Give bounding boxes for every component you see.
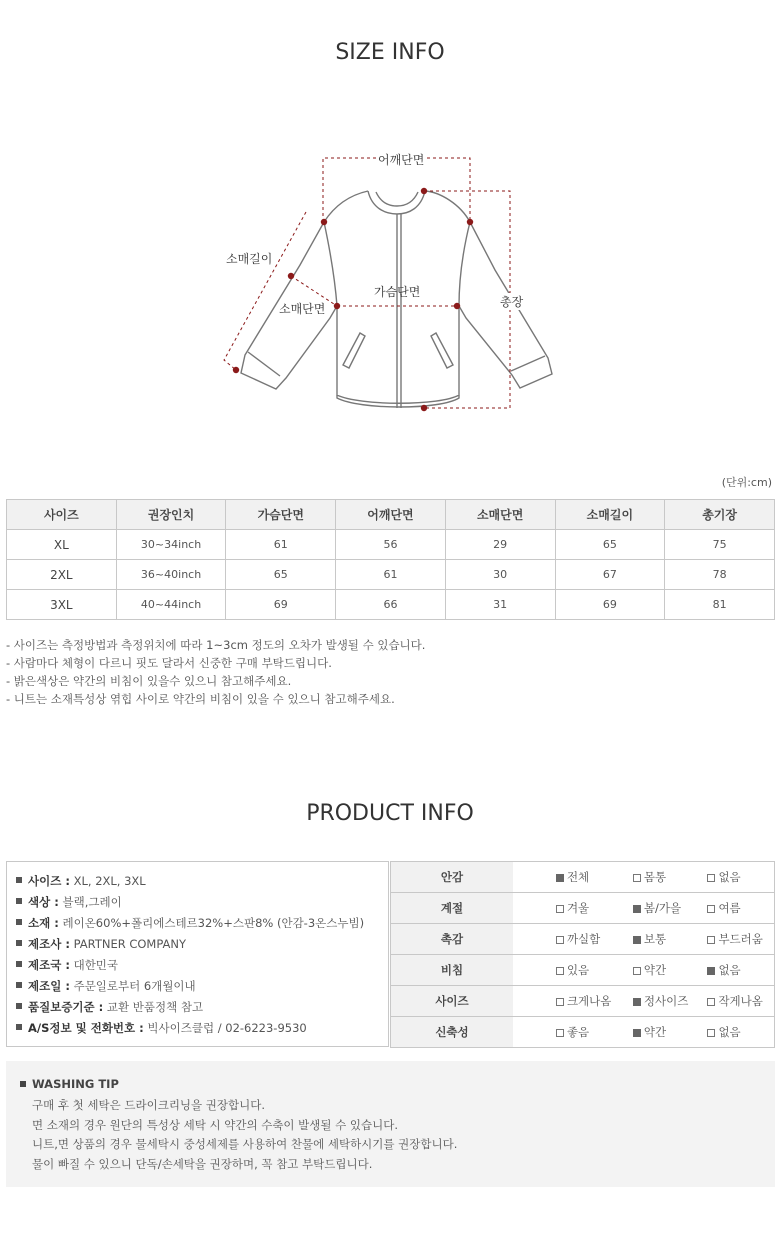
info-key: A/S정보 및 전화번호 : [28, 1021, 144, 1035]
label-shoulder: 어깨단면 [378, 153, 425, 167]
bullet-icon [16, 919, 22, 925]
info-value: 주문일로부터 6개월이내 [73, 979, 196, 993]
attribute-option-text: 보통 [643, 932, 667, 946]
attribute-option-text: 봄/가을 [643, 901, 682, 915]
table-cell: XL [7, 530, 117, 560]
size-notes [6, 636, 425, 708]
attribute-option [513, 862, 633, 893]
table-row [7, 590, 775, 620]
attribute-option-text: 전체 [566, 870, 590, 884]
attribute-option [513, 893, 633, 924]
table-cell: 40~44inch [116, 590, 226, 620]
attribute-option [633, 893, 708, 924]
attribute-label: 촉감 [391, 924, 513, 955]
table-cell: 29 [445, 530, 555, 560]
product-info-row [16, 976, 388, 997]
bullet-icon [16, 1003, 22, 1009]
attribute-option [513, 986, 633, 1017]
table-cell: 2XL [7, 560, 117, 590]
note-line: - 밝은색상은 약간의 비침이 있을수 있으니 참고해주세요. [6, 674, 292, 688]
attribute-option-text: 없음 [718, 1025, 741, 1039]
attribute-label: 계절 [391, 893, 513, 924]
note-line: - 사이즈는 측정방법과 측정위치에 따라 1~3cm 정도의 오차가 발생될 수 있습니다. [6, 638, 426, 652]
attribute-option [707, 924, 774, 955]
label-chest: 가슴단면 [374, 285, 421, 299]
attribute-option [633, 986, 708, 1017]
attribute-label: 안감 [391, 862, 513, 893]
attribute-option [513, 955, 633, 986]
attribute-row [391, 924, 775, 955]
bullet-icon [16, 1024, 22, 1030]
attribute-row [391, 986, 775, 1017]
attribute-option-text: 있음 [566, 963, 590, 977]
info-value: PARTNER COMPANY [73, 937, 187, 951]
info-key: 제조일 : [28, 979, 70, 993]
attribute-option [707, 1017, 774, 1048]
unchecked-box-icon [707, 998, 715, 1006]
product-info-row [16, 913, 388, 934]
label-sleeve-length: 소매길이 [226, 252, 273, 266]
table-cell: 36~40inch [116, 560, 226, 590]
bullet-icon [16, 877, 22, 883]
product-info-row [16, 934, 388, 955]
info-key: 제조사 : [28, 937, 70, 951]
unchecked-box-icon [556, 1029, 564, 1037]
table-cell: 66 [336, 590, 446, 620]
label-sleeve-width: 소매단면 [279, 302, 326, 316]
unit-label: (단위:cm) [721, 476, 772, 489]
attribute-row [391, 862, 775, 893]
unchecked-box-icon [707, 905, 715, 913]
washing-line: 면 소재의 경우 원단의 특성상 세탁 시 약간의 수축이 발생될 수 있습니다. [32, 1117, 399, 1132]
attribute-option [633, 862, 708, 893]
checked-box-icon [633, 936, 641, 944]
info-value: 대한민국 [73, 958, 119, 972]
info-key: 소재 : [28, 916, 59, 930]
attribute-option-text: 크게나옴 [566, 994, 612, 1008]
table-cell: 56 [336, 530, 446, 560]
attribute-table [390, 861, 775, 1048]
product-info-row [16, 892, 388, 913]
header-chest: 가슴단면 [226, 500, 336, 530]
product-info-row [16, 1018, 388, 1039]
attribute-option-text: 작게나옴 [718, 994, 763, 1008]
checked-box-icon [556, 874, 564, 882]
washing-line: 물이 빠질 수 있으니 단독/손세탁을 권장하며, 꼭 참고 부탁드립니다. [32, 1156, 373, 1171]
table-cell: 75 [665, 530, 775, 560]
product-info-title: PRODUCT INFO [306, 801, 474, 826]
note-line: - 사람마다 체형이 다르니 핏도 달라서 신중한 구매 부탁드립니다. [6, 656, 332, 670]
attribute-option-text: 여름 [718, 901, 741, 915]
checked-box-icon [707, 967, 715, 975]
product-info-row [16, 955, 388, 976]
attribute-option [633, 1017, 708, 1048]
attribute-option [707, 986, 774, 1017]
attribute-option-text: 부드러움 [718, 932, 763, 946]
table-cell: 3XL [7, 590, 117, 620]
table-cell: 61 [226, 530, 336, 560]
table-row [7, 530, 775, 560]
label-total-length: 총장 [500, 295, 524, 309]
header-sleeve-width: 소매단면 [445, 500, 555, 530]
table-cell: 31 [445, 590, 555, 620]
unchecked-box-icon [707, 936, 715, 944]
table-cell: 69 [226, 590, 336, 620]
header-sleeve-length: 소매길이 [555, 500, 665, 530]
unchecked-box-icon [556, 905, 564, 913]
info-value: XL, 2XL, 3XL [73, 874, 146, 888]
table-cell: 69 [555, 590, 665, 620]
washing-tip-lines [32, 1096, 457, 1174]
attribute-option-text: 없음 [718, 963, 741, 977]
unchecked-box-icon [556, 998, 564, 1006]
header-size: 사이즈 [7, 500, 117, 530]
attribute-option-text: 좋음 [566, 1025, 590, 1039]
attribute-label: 신축성 [391, 1017, 513, 1048]
unchecked-box-icon [556, 936, 564, 944]
info-key: 색상 : [28, 895, 59, 909]
washing-tip-title-text: WASHING TIP [32, 1077, 119, 1091]
checked-box-icon [633, 905, 641, 913]
bullet-icon [16, 961, 22, 967]
product-info-list [6, 861, 389, 1047]
washing-line: 니트,면 상품의 경우 물세탁시 중성세제를 사용하여 찬물에 세탁하시기를 권장합니다. [32, 1137, 458, 1151]
table-cell: 78 [665, 560, 775, 590]
unchecked-box-icon [707, 1029, 715, 1037]
info-value: 블랙,그레이 [62, 895, 122, 909]
table-row [7, 560, 775, 590]
bullet-icon [16, 940, 22, 946]
jacket-measurement-diagram [0, 140, 780, 430]
table-cell: 81 [665, 590, 775, 620]
header-inch: 권장인치 [116, 500, 226, 530]
header-total-length: 총기장 [665, 500, 775, 530]
product-info-row [16, 871, 388, 892]
size-table [6, 499, 775, 620]
table-cell: 30 [445, 560, 555, 590]
attribute-option-text: 겨울 [566, 901, 590, 915]
table-cell: 65 [226, 560, 336, 590]
attribute-option-text: 약간 [643, 1025, 667, 1039]
table-cell: 65 [555, 530, 665, 560]
attribute-label: 사이즈 [391, 986, 513, 1017]
table-cell: 61 [336, 560, 446, 590]
unchecked-box-icon [707, 874, 715, 882]
checked-box-icon [633, 998, 641, 1006]
attribute-label: 비침 [391, 955, 513, 986]
attribute-option [513, 1017, 633, 1048]
table-cell: 30~34inch [116, 530, 226, 560]
attribute-option [513, 924, 633, 955]
attribute-option-text: 까실함 [566, 932, 601, 946]
info-key: 사이즈 : [28, 874, 70, 888]
attribute-row [391, 955, 775, 986]
bullet-icon [16, 982, 22, 988]
info-key: 제조국 : [28, 958, 70, 972]
header-shoulder: 어깨단면 [336, 500, 446, 530]
size-info-title: SIZE INFO [335, 40, 445, 65]
bullet-icon [16, 898, 22, 904]
info-value: 레이온60%+폴리에스테르32%+스판8% (안감-3온스누빔) [62, 916, 365, 930]
attribute-option [707, 862, 774, 893]
unchecked-box-icon [556, 967, 564, 975]
attribute-option-text: 없음 [718, 870, 741, 884]
attribute-row [391, 1017, 775, 1048]
product-info-row [16, 997, 388, 1018]
checked-box-icon [633, 1029, 641, 1037]
attribute-option-text: 몸통 [643, 870, 667, 884]
attribute-option [707, 955, 774, 986]
table-cell: 67 [555, 560, 665, 590]
washing-tip-title [20, 1077, 119, 1091]
washing-tip-box [6, 1061, 775, 1187]
bullet-icon [20, 1081, 26, 1087]
info-key: 품질보증기준 : [28, 1000, 104, 1014]
info-value: 교환 반품정책 참고 [106, 1000, 204, 1014]
size-table-header-row [7, 500, 775, 530]
attribute-option-text: 정사이즈 [643, 994, 689, 1008]
attribute-option [633, 955, 708, 986]
attribute-row [391, 893, 775, 924]
note-line: - 니트는 소재특성상 엮힙 사이로 약간의 비침이 있을 수 있으니 참고해주세요. [6, 692, 395, 706]
unchecked-box-icon [633, 874, 641, 882]
attribute-option-text: 약간 [643, 963, 667, 977]
attribute-option [707, 893, 774, 924]
info-value: 빅사이즈클럽 / 02-6223-9530 [147, 1021, 307, 1035]
attribute-option [633, 924, 708, 955]
unchecked-box-icon [633, 967, 641, 975]
washing-line: 구매 후 첫 세탁은 드라이크리닝을 권장합니다. [32, 1098, 266, 1112]
